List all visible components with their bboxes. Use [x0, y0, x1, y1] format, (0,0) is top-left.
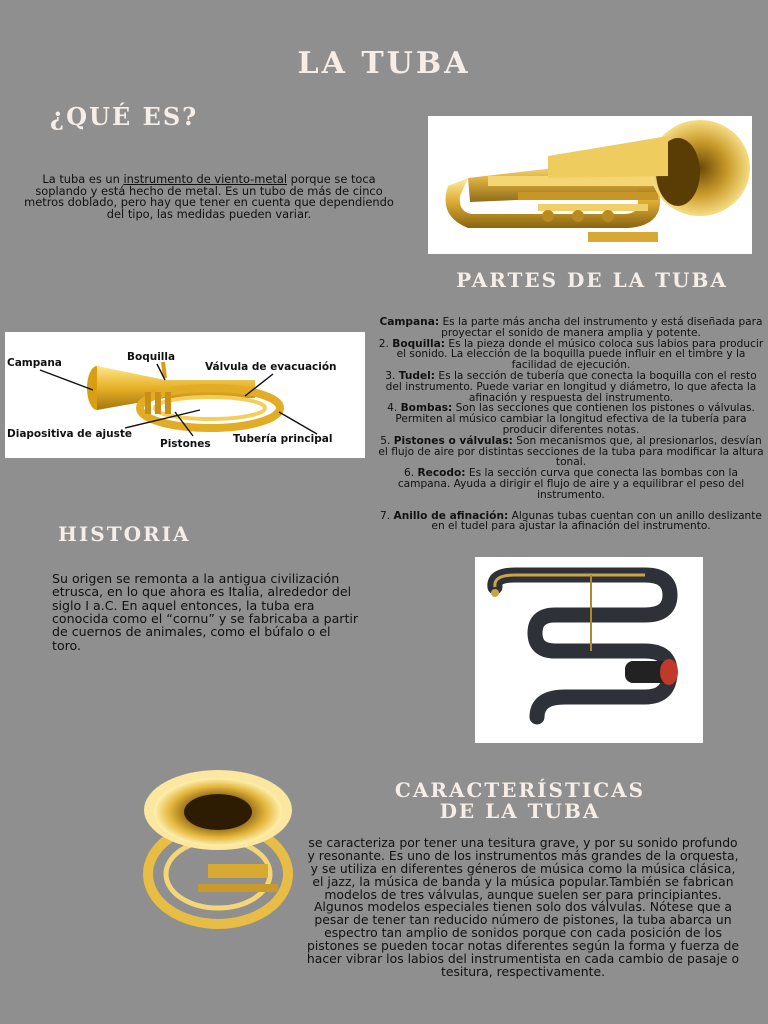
partes-heading: PARTES DE LA TUBA [456, 268, 728, 292]
historia-text: Su origen se remonta a la antigua civilización etrusca, en lo que ahora es Italia, alrededor del siglo I a.C. En aquel entonces, la tuba era conocida como el “cornu” y se fabricaba a partir de cuernos de animales, como el búfalo o el toro. [52, 571, 359, 653]
que-es-text [20, 174, 398, 221]
parte-item: 7. Anillo de afinación: Algunas tubas cuentan con un anillo deslizante en el tudel para ajustar la afinación del instrumento. [380, 509, 762, 533]
label-valvula: Válvula de evacuación [205, 361, 337, 373]
caracteristicas-text: se caracteriza por tener una tesitura grave, y por su sonido profundo y resonante. Es uno de los instrumentos más grandes de la orquesta, y se utiliza en diferentes géneros de música como la música clásica, el jazz, la música de banda y la música popular.También se fabrican modelos de tres válvulas, aunque suelen ser para principiantes. Algunos modelos especiales tienen solo dos válvulas. Nótese que a pesar de tener tan reducido número de pistones, la tuba abarca un espectro tan amplio de sonidos porque con cada posición de los pistones se pueden tocar notas diferentes según la forma y fuerza de hacer vibrar los labios del instrumentista en cada cambio de pasaje o tesitura, respectivamente. [306, 835, 740, 979]
parte-item: 6. Recodo: Es la sección curva que conecta las bombas con la campana. Ayuda a dirigir el flujo de aire y a equilibrar el peso del instrumento. [397, 467, 745, 501]
parte-item: Campana: Es la parte más ancha del instrumento y está diseñada para proyectar el sonido de manera amplia y potente. [379, 316, 763, 339]
parte-item: 2. Boquilla: Es la pieza donde el músico coloca sus labios para producir el sonido. La elección de la boquilla puede influir en el timbre y la facilidad de ejecución. [378, 337, 764, 372]
label-boquilla: Boquilla [127, 351, 176, 363]
tuba-photo [428, 116, 752, 254]
page-title: LA TUBA [297, 46, 471, 81]
que-es-text-pre: La tuba es un [42, 172, 124, 186]
caracteristicas-heading-line1: CARACTERÍSTICAS [394, 778, 646, 802]
partes-list [378, 317, 764, 532]
label-diapositiva: Diapositiva de ajuste [7, 428, 133, 440]
parte-item: 3. Tudel: Es la sección de tubería que conecta la boquilla con el resto del instrumento. Puede variar en longitud y diámetro, lo que afecta la afinación y respuesta del instrumento. [385, 369, 757, 404]
caracteristicas-heading-line2: DE LA TUBA [439, 799, 601, 823]
sousaphone-photo [138, 766, 302, 934]
que-es-heading: ¿QUÉ ES? [50, 102, 199, 131]
parte-item: 4. Bombas: Son las secciones que contienen los pistones o válvulas. Permiten al músico cambiar la longitud efectiva de la tubería para producir diferentes notas. [387, 402, 755, 436]
historia-heading: HISTORIA [58, 522, 191, 546]
label-campana: Campana [7, 357, 62, 369]
cornu-photo [475, 557, 703, 743]
label-tuberia: Tubería principal [233, 433, 333, 445]
instrumento-link[interactable]: instrumento de viento-metal [123, 172, 287, 186]
tuba-parts-diagram [5, 332, 365, 458]
caracteristicas-heading [330, 780, 710, 822]
que-es-text-post: porque se toca soplando y está hecho de metal. Es un tubo de más de cinco metros doblado, pero hay que tener en cuenta que dependiendo del tipo, las medidas pueden variar. [24, 172, 394, 221]
label-pistones: Pistones [160, 438, 211, 450]
parte-item: 5. Pistones o válvulas: Son mecanismos que, al presionarlos, desvían el flujo de aire por distintas secciones de la tuba para modificar la altura tonal. [378, 434, 764, 469]
